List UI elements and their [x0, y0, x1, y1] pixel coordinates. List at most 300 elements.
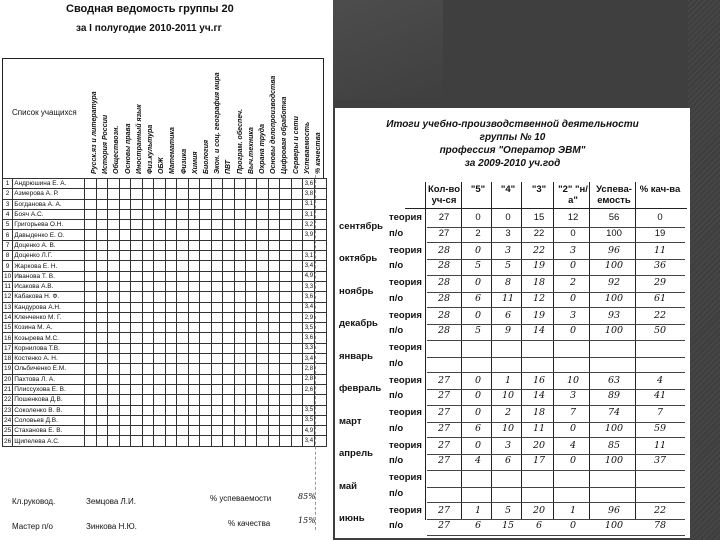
grade-cell: [234, 220, 245, 230]
grade-cell: [291, 230, 302, 240]
theory-value: 6: [504, 309, 512, 321]
grade-cell: [280, 302, 291, 312]
grade-cell: [211, 374, 222, 384]
grade-cell: [96, 292, 107, 302]
grade-cell: [108, 436, 119, 446]
grade-cell: [268, 251, 279, 261]
grade-cell: [119, 312, 130, 322]
grade-cell: [119, 354, 130, 364]
subject-header: [278, 62, 289, 174]
grade-cell: [246, 333, 257, 343]
grade-cell: [234, 312, 245, 322]
grade-cell: [200, 384, 211, 394]
grade-cell: [177, 292, 188, 302]
grade-cell: [154, 220, 165, 230]
grade-cell: [119, 209, 130, 219]
theory-value: 4: [656, 374, 664, 386]
grade-cell: [119, 230, 130, 240]
grade-cell: [234, 374, 245, 384]
grade-cell: [96, 384, 107, 394]
grade-cell: [154, 374, 165, 384]
practice-value: 6: [474, 422, 482, 434]
practice-value: 5: [474, 260, 482, 271]
student-name: Костенко А. Н.: [13, 354, 85, 364]
grade-cell: [96, 261, 107, 271]
row-divider: [427, 437, 685, 438]
grade-cell: [246, 395, 257, 405]
grade-cell: [154, 384, 165, 394]
grade-cell: [268, 292, 279, 302]
practice-value: 100: [604, 292, 624, 304]
decorative-stripes: [688, 0, 720, 540]
grade-cell: [268, 436, 279, 446]
grade-cell: [119, 240, 130, 250]
grade-cell: [154, 281, 165, 291]
grade-cell: [280, 374, 291, 384]
grade-cell: [291, 364, 302, 374]
grade-cell: [119, 251, 130, 261]
grade-cell: [246, 374, 257, 384]
theory-value: 16: [532, 374, 546, 386]
grade-cell: [246, 436, 257, 446]
grade-cell: [119, 220, 130, 230]
grade-cell: [234, 292, 245, 302]
grade-cell: [165, 374, 176, 384]
student-average: 3,6: [303, 179, 315, 189]
grade-cell: [177, 199, 188, 209]
grade-cell: [291, 179, 302, 189]
student-average: 3,5: [303, 323, 315, 333]
student-row: [3, 281, 327, 291]
grade-cell: [223, 261, 234, 271]
student-number: 13: [4, 303, 12, 311]
grade-cell: [131, 436, 142, 446]
header-divider: [405, 208, 687, 209]
grade-cell: [291, 415, 302, 425]
practice-value: 36: [653, 260, 667, 271]
grade-cell: [268, 395, 279, 405]
practice-value: 14: [532, 325, 546, 336]
grade-cell: [188, 302, 199, 312]
grade-cell: [257, 281, 268, 291]
theory-row-label: теория: [389, 407, 422, 418]
student-number: 17: [4, 344, 12, 352]
grade-cell: [131, 384, 142, 394]
row-divider: [427, 340, 685, 341]
student-name: Доценко Л.Г.: [13, 251, 85, 261]
row-divider: [427, 307, 685, 308]
grade-cell: [165, 261, 176, 271]
month-label: февраль: [339, 383, 382, 395]
grade-cell: [154, 415, 165, 425]
grade-cell: [200, 251, 211, 261]
student-row: [3, 415, 327, 425]
student-row: [3, 199, 327, 209]
practice-value: 5: [474, 325, 482, 336]
student-average: 2,6: [303, 384, 315, 394]
grade-cell: [223, 374, 234, 384]
grade-cell: [177, 281, 188, 291]
grade-cell: [154, 179, 165, 189]
theory-value: 0: [505, 212, 511, 223]
student-average: 3,4: [303, 261, 315, 271]
grade-cell: [119, 436, 130, 446]
grade-cell: [291, 302, 302, 312]
grade-cell: [291, 189, 302, 199]
subject-header: [267, 62, 278, 174]
grade-cell: [211, 384, 222, 394]
curator-name: Земцова Л.И.: [86, 497, 136, 506]
grade-cell: [234, 384, 245, 394]
student-number: 26: [4, 437, 12, 445]
grade-cell: [96, 271, 107, 281]
grade-cell: [234, 179, 245, 189]
student-average: 2,8: [303, 364, 315, 374]
grade-cell: [119, 333, 130, 343]
grade-cell: [165, 209, 176, 219]
grade-cell: [142, 292, 153, 302]
grade-cell: [200, 209, 211, 219]
grade-cell: [108, 230, 119, 240]
grade-cell: [246, 199, 257, 209]
theory-value: 22: [653, 504, 667, 516]
grade-cell: [257, 343, 268, 353]
student-number: 22: [4, 396, 12, 404]
practice-value: 100: [604, 422, 624, 434]
grade-cell: [154, 323, 165, 333]
column-header: "4": [500, 184, 516, 195]
column-header: "3": [531, 184, 547, 195]
grade-cell: [246, 405, 257, 415]
grade-cell: [234, 323, 245, 333]
grade-cell: [142, 395, 153, 405]
grade-cell: [246, 240, 257, 250]
subject-header: [234, 62, 245, 174]
grade-cell: [257, 374, 268, 384]
student-number: 5: [3, 220, 13, 230]
theory-value: 18: [532, 407, 546, 418]
grade-cell: [257, 292, 268, 302]
grade-cell: [211, 436, 222, 446]
grade-cell: [223, 405, 234, 415]
grade-cell: [119, 323, 130, 333]
student-row: [3, 251, 327, 261]
grade-cell: [85, 271, 96, 281]
grade-cell: [96, 302, 107, 312]
grade-cell: [165, 230, 176, 240]
student-row: [3, 179, 327, 189]
grade-cell: [257, 189, 268, 199]
grade-cell: [85, 199, 96, 209]
grade-cell: [234, 395, 245, 405]
practice-value: 27: [438, 227, 450, 239]
row-divider: [427, 405, 685, 406]
grade-cell: [154, 436, 165, 446]
grade-cell: [257, 251, 268, 261]
student-average: 3,3: [303, 281, 315, 291]
subject-header: [200, 62, 211, 174]
grade-cell: [119, 415, 130, 425]
results-sheet-document: [335, 108, 690, 538]
theory-value: 0: [657, 212, 663, 223]
practice-row-label: п/о: [389, 487, 404, 499]
grade-cell: [291, 426, 302, 436]
student-name: Плиссухова Е. В.: [13, 384, 85, 394]
subject-header: [245, 62, 256, 174]
grade-cell: [200, 354, 211, 364]
grade-cell: [154, 251, 165, 261]
grade-cell: [96, 230, 107, 240]
success-label: % успеваемости: [210, 494, 272, 503]
grade-cell: [280, 240, 291, 250]
grade-cell: [200, 230, 211, 240]
grade-cell: [154, 240, 165, 250]
theory-value: 0: [474, 244, 482, 256]
student-average: [303, 240, 315, 250]
grade-cell: [257, 209, 268, 219]
theory-value: 56: [608, 212, 620, 223]
grade-cell: [291, 281, 302, 291]
grade-cell: [280, 333, 291, 343]
grade-cell: [131, 354, 142, 364]
grade-cell: [246, 261, 257, 271]
quality-value: 15%: [298, 516, 316, 525]
student-name: Богданова А. А.: [13, 199, 85, 209]
grade-cell: [119, 384, 130, 394]
student-row: [3, 364, 327, 374]
grade-cell: [142, 271, 153, 281]
student-number: 20: [4, 375, 12, 383]
grade-cell: [188, 384, 199, 394]
student-name: Стаханова Е. В.: [13, 426, 85, 436]
grade-cell: [188, 209, 199, 219]
theory-row-label: теория: [389, 212, 422, 223]
grade-cell: [223, 281, 234, 291]
grade-cell: [177, 426, 188, 436]
student-name: Григорьева О.Н.: [13, 220, 85, 230]
grade-cell: [188, 436, 199, 446]
grade-cell: [257, 426, 268, 436]
grade-cell: [131, 179, 142, 189]
grade-cell: [154, 395, 165, 405]
student-name: Иванова Т. В.: [13, 271, 85, 281]
grade-cell: [234, 364, 245, 374]
student-number: 12: [4, 293, 12, 301]
grade-cell: [268, 354, 279, 364]
grade-cell: [96, 251, 107, 261]
practice-value: 0: [569, 325, 577, 336]
student-name: Корнилова Т.В.: [13, 343, 85, 353]
grade-cell: [119, 405, 130, 415]
subject-header-label: ОБЖ: [158, 157, 166, 174]
practice-value: 3: [569, 390, 577, 401]
student-row: [3, 261, 327, 271]
grade-cell: [268, 374, 279, 384]
student-average: 3,2: [303, 220, 315, 230]
grade-cell: [200, 333, 211, 343]
grade-cell: [234, 302, 245, 312]
grade-cell: [223, 302, 234, 312]
student-row: [3, 323, 327, 333]
grade-cell: [108, 189, 119, 199]
column-header: Успева-емость: [596, 184, 632, 206]
subject-header: [211, 62, 222, 174]
grade-cell: [108, 261, 119, 271]
practice-value: 12: [532, 292, 546, 304]
grade-cell: [131, 271, 142, 281]
subject-header-label: Основы права: [124, 123, 132, 174]
grade-cell: [96, 179, 107, 189]
grade-cell: [188, 261, 199, 271]
student-name: Щипелева А.С.: [13, 436, 85, 446]
grade-cell: [211, 240, 222, 250]
grade-cell: [142, 354, 153, 364]
grade-cell: [223, 271, 234, 281]
column-header: "5": [470, 184, 486, 195]
theory-value: 19: [532, 309, 546, 321]
grade-cell: [268, 230, 279, 240]
grade-cell: [165, 436, 176, 446]
grade-cell: [96, 312, 107, 322]
title-line-3: профессия "Оператор ЭВМ": [439, 145, 586, 156]
grade-cell: [85, 230, 96, 240]
grade-cell: [291, 354, 302, 364]
grade-cell: [200, 302, 211, 312]
subject-header: [178, 62, 189, 174]
theory-value: 96: [607, 244, 621, 256]
grade-cell: [280, 364, 291, 374]
grade-cell: [188, 179, 199, 189]
grade-cell: [246, 179, 257, 189]
grade-cell: [200, 343, 211, 353]
grade-cell: [96, 364, 107, 374]
grade-cell: [188, 220, 199, 230]
theory-value: 93: [607, 309, 621, 321]
practice-value: 27: [437, 390, 451, 401]
grade-cell: [257, 395, 268, 405]
grade-cell: [257, 312, 268, 322]
student-name: Исакова А.В.: [13, 281, 85, 291]
grade-cell: [280, 230, 291, 240]
grade-cell: [165, 312, 176, 322]
grade-cell: [268, 333, 279, 343]
theory-value: 29: [653, 277, 667, 288]
grade-cell: [234, 189, 245, 199]
grade-cell: [142, 426, 153, 436]
row-divider: [427, 357, 685, 358]
grade-cell: [119, 199, 130, 209]
subject-header-label: Выч.техника: [247, 127, 255, 174]
grade-cell: [280, 436, 291, 446]
grade-cell: [142, 323, 153, 333]
grade-cell: [223, 230, 234, 240]
grade-cell: [85, 209, 96, 219]
grade-cell: [131, 415, 142, 425]
row-divider: [427, 470, 685, 471]
grade-cell: [119, 343, 130, 353]
theory-value: 18: [532, 277, 546, 288]
grade-cell: [131, 292, 142, 302]
grade-cell: [131, 364, 142, 374]
grade-cell: [131, 240, 142, 250]
grade-cell: [177, 364, 188, 374]
student-average: 3,4: [303, 354, 315, 364]
grade-cell: [200, 179, 211, 189]
grade-cell: [246, 281, 257, 291]
grade-cell: [131, 374, 142, 384]
master-name: Зинкова Н.Ю.: [86, 522, 137, 531]
practice-value: 0: [569, 520, 577, 531]
student-row: [3, 374, 327, 384]
month-label: ноябрь: [339, 285, 374, 297]
practice-value: 6: [504, 455, 512, 466]
grade-cell: [211, 230, 222, 240]
grade-cell: [200, 415, 211, 425]
practice-value: 9: [504, 325, 512, 336]
grade-cell: [154, 364, 165, 374]
grade-cell: [234, 240, 245, 250]
theory-value: 7: [656, 407, 664, 418]
grade-cell: [188, 292, 199, 302]
grade-cell: [280, 281, 291, 291]
grade-cell: [188, 343, 199, 353]
grade-cell: [108, 179, 119, 189]
grade-cell: [234, 199, 245, 209]
student-number: 7: [3, 240, 13, 250]
theory-value: 3: [504, 244, 512, 256]
grade-cell: [177, 220, 188, 230]
grade-cell: [211, 354, 222, 364]
grade-cell: [188, 405, 199, 415]
theory-value: 0: [474, 309, 482, 321]
grade-cell: [108, 354, 119, 364]
grade-cell: [200, 292, 211, 302]
student-name: Андрюшина Е. А.: [13, 179, 85, 189]
month-label: май: [339, 480, 358, 492]
grade-cell: [108, 426, 119, 436]
student-row: [3, 312, 327, 322]
grade-cell: [291, 209, 302, 219]
grade-cell: [211, 312, 222, 322]
student-row: [3, 230, 327, 240]
theory-value: 92: [607, 277, 621, 288]
theory-value: 0: [474, 439, 482, 451]
practice-row-label: п/о: [389, 455, 404, 466]
grade-cell: [211, 261, 222, 271]
grade-cell: [280, 415, 291, 425]
subject-header-label: ПВТ: [225, 160, 233, 174]
grade-cell: [200, 312, 211, 322]
grade-cell: [177, 415, 188, 425]
grade-cell: [165, 292, 176, 302]
grade-cell: [268, 415, 279, 425]
row-divider: [427, 372, 685, 373]
subject-header-label: Иностранный язык: [135, 104, 143, 174]
grade-cell: [177, 240, 188, 250]
grade-cell: [188, 374, 199, 384]
student-number: 9: [3, 261, 13, 271]
grade-cell: [177, 384, 188, 394]
grade-cell: [96, 436, 107, 446]
grade-cell: [246, 343, 257, 353]
grade-cell: [223, 415, 234, 425]
subject-header: [222, 62, 233, 174]
grade-cell: [154, 189, 165, 199]
grade-cell: [142, 312, 153, 322]
grade-cell: [246, 312, 257, 322]
master-label: Мастер п/о: [12, 522, 53, 531]
theory-value: 4: [569, 439, 577, 451]
